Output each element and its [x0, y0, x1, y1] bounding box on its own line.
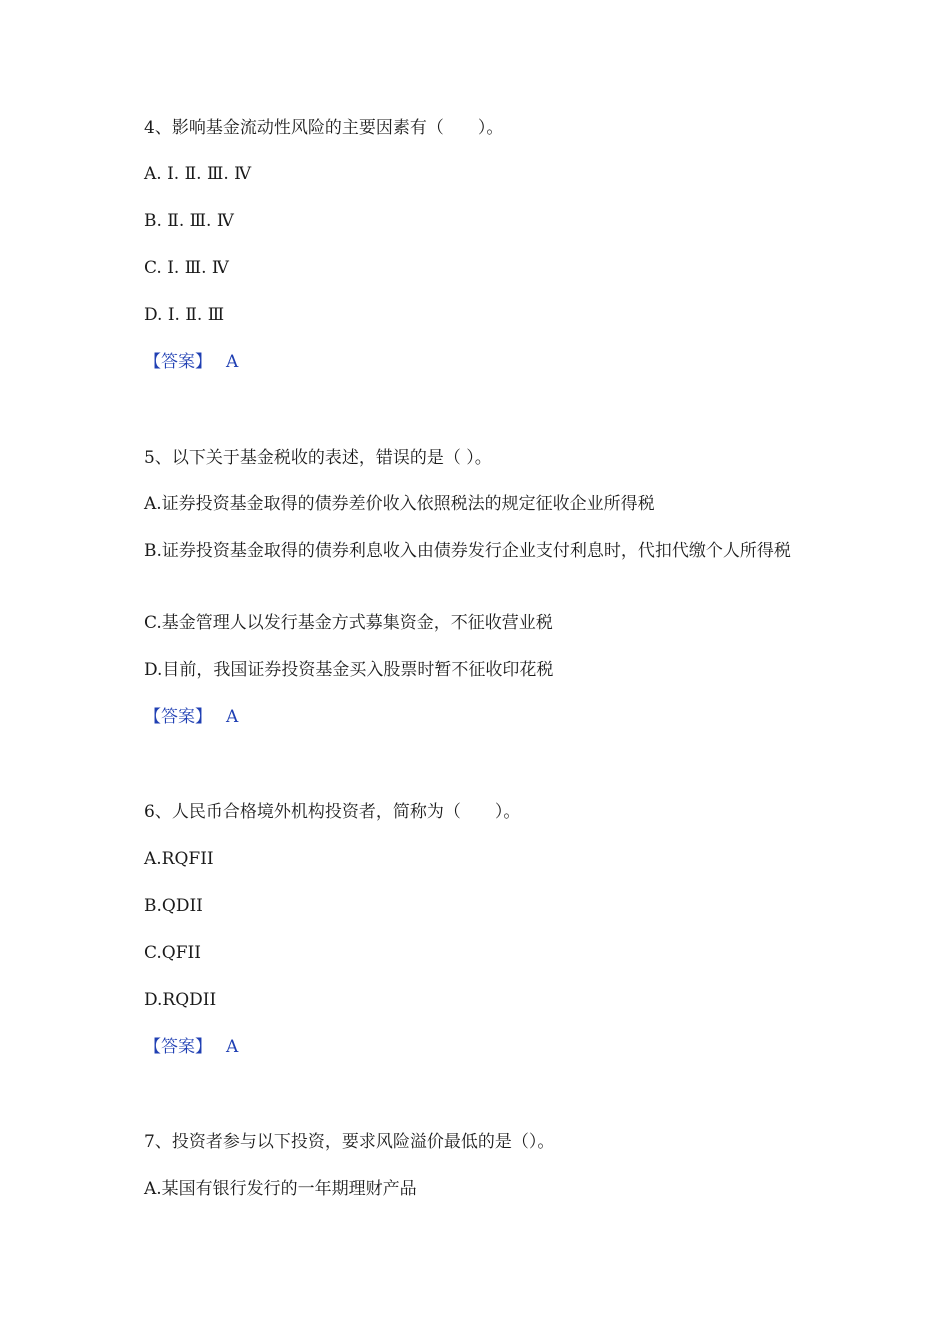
answer-label: 【答案】 [144, 1037, 212, 1057]
question-4-stem: 4、影响基金流动性风险的主要因素有（ ）。 [144, 118, 504, 138]
question-5-answer [144, 705, 238, 729]
question-6-option-a: A.RQFII [144, 849, 214, 869]
question-4-option-a: A. Ⅰ. Ⅱ. Ⅲ. Ⅳ [144, 164, 252, 184]
question-6-option-c: C.QFII [144, 943, 201, 963]
question-7-option-a: A.某国有银行发行的一年期理财产品 [144, 1179, 417, 1199]
question-5-option-d: D.目前，我国证券投资基金买入股票时暂不征收印花税 [144, 660, 554, 680]
question-6-option-b: B.QDII [144, 896, 203, 916]
question-5-stem: 5、以下关于基金税收的表述，错误的是（ ）。 [144, 448, 492, 468]
answer-value: A [226, 1037, 239, 1057]
question-5-option-c: C.基金管理人以发行基金方式募集资金，不征收营业税 [144, 613, 553, 633]
answer-value: A [226, 352, 239, 372]
answer-value: A [226, 707, 239, 727]
question-6-answer [144, 1035, 238, 1059]
question-5-option-a: A.证券投资基金取得的债券差价收入依照税法的规定征收企业所得税 [144, 494, 655, 514]
question-6-option-d: D.RQDII [144, 990, 217, 1010]
question-5-option-b: B.证券投资基金取得的债券利息收入由债券发行企业支付利息时，代扣代缴个人所得税 [144, 541, 791, 561]
question-4-option-d: D. Ⅰ. Ⅱ. Ⅲ [144, 305, 225, 325]
answer-label: 【答案】 [144, 707, 212, 727]
question-4-option-b: B. Ⅱ. Ⅲ. Ⅳ [144, 211, 234, 231]
question-4-option-c: C. Ⅰ. Ⅲ. Ⅳ [144, 258, 229, 278]
question-4-answer [144, 350, 238, 374]
question-7-stem: 7、投资者参与以下投资，要求风险溢价最低的是（）。 [144, 1132, 555, 1152]
answer-label: 【答案】 [144, 352, 212, 372]
question-6-stem: 6、人民币合格境外机构投资者，简称为（ ）。 [144, 802, 521, 822]
